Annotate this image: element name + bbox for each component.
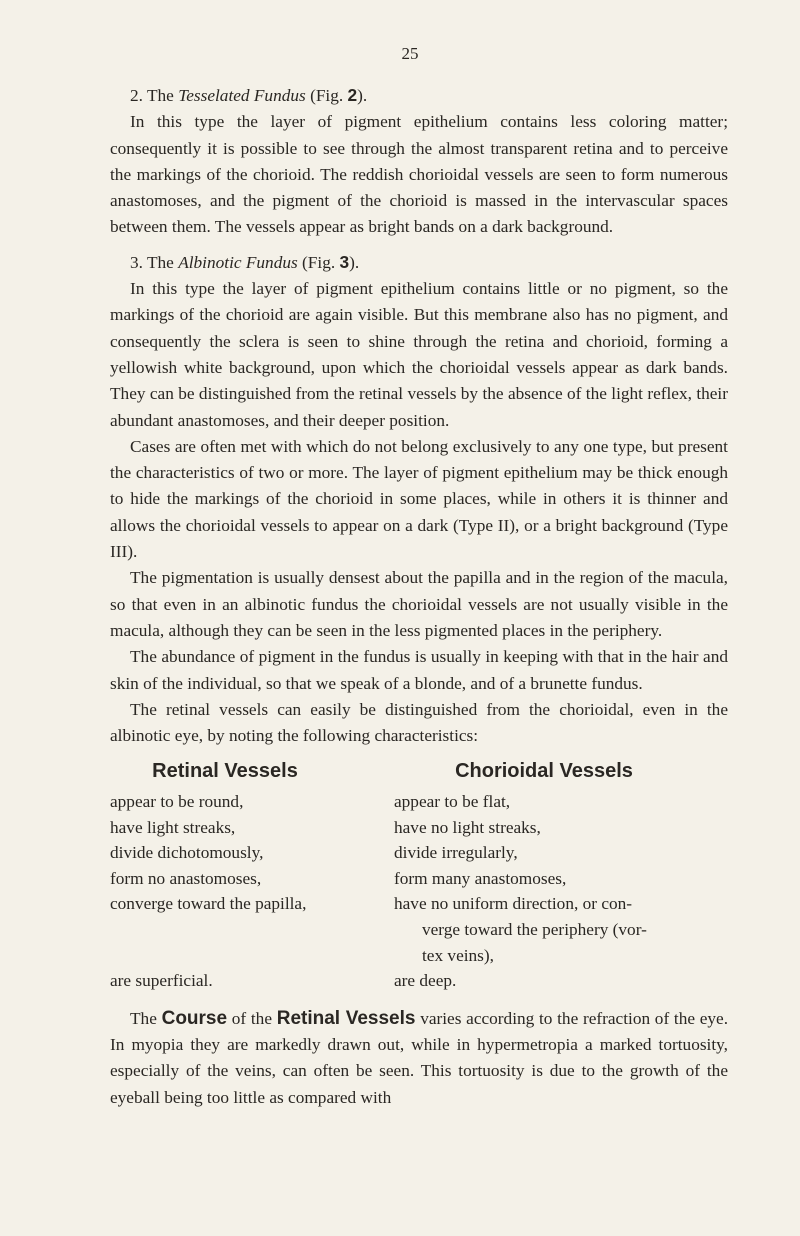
paragraph-abundance: The abundance of pigment in the fundus is usually in keeping with that in the hair and skin of the individual, so that we speak of a blonde, and of a brunette fundus. [110,647,728,693]
chorioidal-vessels-title: Chorioidal Vessels [455,760,633,783]
page-number: 25 [401,44,419,63]
course-of-the: of the [231,1008,272,1028]
section-3-the: The [146,252,174,272]
section-2-number: 2. [130,86,143,105]
retinal-item: form no anastomoses, [110,868,262,888]
paragraph-distinguish: The retinal vessels can easily be distinguished from the chorioidal, even in the albinotic eye, by noting the following characteristics: [110,699,728,746]
retinal-item: converge toward the papilla, [110,894,307,914]
retinal-column [110,759,394,993]
section-3-body: In this type the layer of pigment epithelium contains little or no pigment, so the markings of the chorioid are again visible. But this membrane also has no pigment, and consequently the sclera is seen to shine through the retina and chorioid, forming a yellowish white background, upon which the chorioidal vessels appear as dark bands. They can be distinguished from the retinal vessels by the absence of the light reflex, their abundant anastomoses, and their deeper position. [110,279,728,430]
chorioidal-item: have no uniform direction, or con- [394,894,633,914]
comparison-columns [110,759,728,993]
section-3-fig-number: 3 [339,251,350,272]
section-2-fig-suffix: ). [357,86,368,105]
section-3-fig-prefix: (Fig. [302,252,336,272]
section-2-fig-number: 2 [347,85,358,105]
section-2-the: The [146,86,174,105]
chorioidal-item: verge toward the periphery (vor- [422,919,647,939]
paragraph-pigmentation: The pigmentation is usually densest about the papilla and in the region of the macula, so that even in an albinotic fundus the chorioidal vessels are not usually visible in the macula, although they can be seen in the less pigmented places in the periphery. [110,568,728,640]
section-3-fig-suffix: ). [349,252,360,272]
chorioidal-item: tex veins), [422,945,494,965]
main-text [110,82,728,1111]
paragraph-mixed-types: Cases are often met with which do not belong exclusively to any one type, but present the characteristics of two or more. The layer of pigment epithelium may be thick enough to hide the markings of the chorioid in some places, while in others it is thinner and allows the chorioidal vessels to appear on a dark (Type II), or a bright background (Type III). [110,436,728,562]
section-3-title: Albinotic Fundus [178,252,298,272]
retinal-item: divide dichotomously, [110,843,264,863]
chorioidal-item: appear to be flat, [394,792,511,812]
retinal-vessels-title: Retinal Vessels [152,760,298,783]
section-3-number: 3. [130,252,143,272]
section-2-title: Tesselated Fundus [178,86,306,105]
section-2-fig-prefix: (Fig. [310,86,344,105]
section-3-heading [110,249,728,276]
chorioidal-item: have no light streaks, [394,817,541,837]
section-2-body: In this type the layer of pigment epithelium contains less coloring matter; consequently it is possible to see through the almost transparent retina and to perceive the markings of the chorioid. The reddish chorioidal vessels are seen to form numerous anastomoses, and the pigment of the chorioid is massed in the intervascular spaces between them. The vessels appear as bright bands on a dark background. [110,112,728,237]
course-retinal-vessels: Retinal Vessels [276,1007,416,1029]
chorioidal-column [394,759,728,993]
paragraph-course [110,1006,728,1111]
chorioidal-item: are deep. [394,971,457,991]
section-2-heading [110,82,728,109]
retinal-item: appear to be round, [110,792,244,812]
course-the: The [130,1008,157,1028]
course-body: varies according to the refraction of the eye. In myopia they are markedly drawn out, while in hypermetropia a marked tortuosity, especially of the veins, can often be seen. This tortuosity is due to the growth of the eyeball being too little as compared with [110,1008,729,1107]
course-heading: Course [161,1007,228,1029]
chorioidal-item: form many anastomoses, [394,868,567,888]
retinal-item: are superficial. [110,970,213,990]
chorioidal-item: divide irregularly, [394,843,518,863]
retinal-item: have light streaks, [110,817,236,837]
